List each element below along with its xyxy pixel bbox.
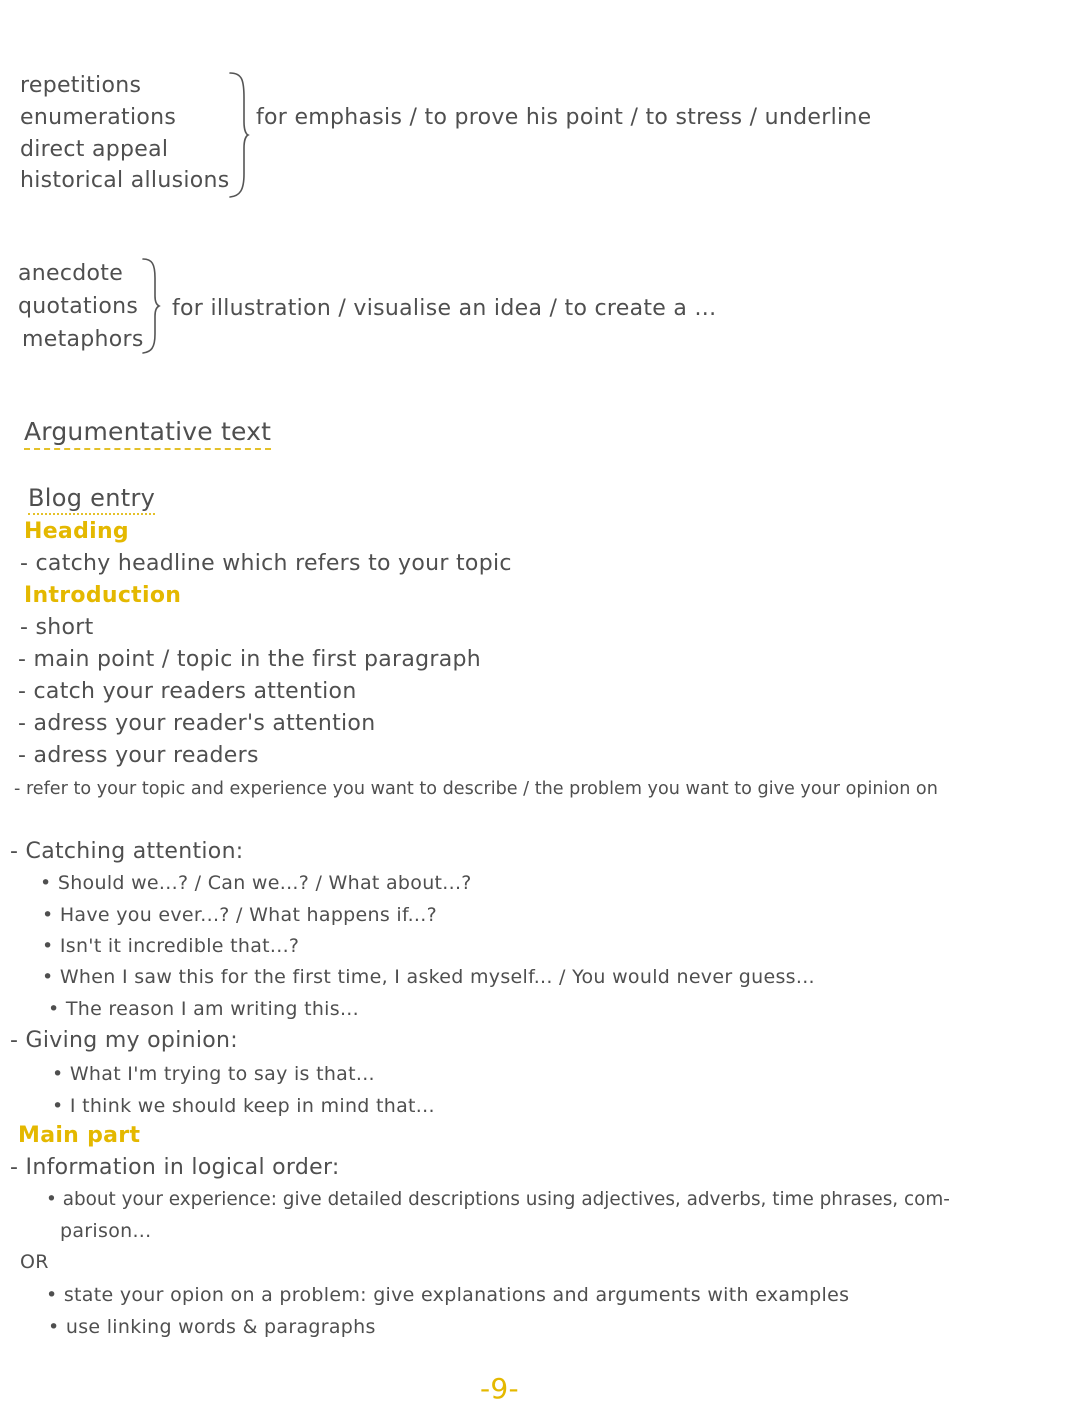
catching-attention-label: - Catching attention: — [10, 839, 244, 864]
devices-group-1-purpose: for emphasis / to prove his point / to stress / underline — [256, 105, 872, 130]
blog-entry-title: Blog entry — [28, 484, 155, 515]
catching-attention-item: • When I saw this for the first time, I asked myself... / You would never guess... — [42, 966, 815, 988]
page-number: -9- — [480, 1372, 519, 1405]
device-repetitions: repetitions — [20, 73, 142, 98]
devices-group-2-purpose: for illustration / visualise an idea / to create a ... — [172, 296, 717, 321]
intro-line: - short — [20, 615, 94, 640]
giving-opinion-item: • I think we should keep in mind that... — [52, 1095, 435, 1117]
device-anecdote: anecdote — [18, 261, 124, 286]
catching-attention-item: • The reason I am writing this... — [48, 998, 359, 1020]
main-part-line: • state your opion on a problem: give explanations and arguments with examples — [46, 1284, 850, 1306]
main-part-or: OR — [20, 1251, 49, 1273]
intro-line: - main point / topic in the first paragraph — [18, 647, 482, 672]
device-historical-allusions: historical allusions — [20, 168, 230, 193]
intro-line: - adress your reader's attention — [18, 711, 376, 736]
giving-opinion-item: • What I'm trying to say is that... — [52, 1063, 375, 1085]
heading-line: - catchy headline which refers to your topic — [20, 551, 512, 576]
intro-line: - refer to your topic and experience you want to describe / the problem you want to give your opinion on — [14, 779, 938, 799]
device-enumerations: enumerations — [20, 105, 177, 130]
main-part-line: parison... — [60, 1220, 152, 1242]
device-metaphors: metaphors — [22, 327, 144, 352]
main-part-line: • use linking words & paragraphs — [48, 1316, 376, 1338]
catching-attention-item: • Isn't it incredible that...? — [42, 935, 300, 957]
main-part-line: - Information in logical order: — [10, 1155, 340, 1180]
main-part-line: • about your experience: give detailed descriptions using adjectives, adverbs, time phrases, com- — [46, 1189, 950, 1210]
device-direct-appeal: direct appeal — [20, 137, 169, 162]
giving-opinion-label: - Giving my opinion: — [10, 1028, 238, 1053]
brace-icon — [140, 256, 162, 356]
catching-attention-item: • Should we...? / Can we...? / What about...? — [40, 872, 472, 894]
intro-line: - adress your readers — [18, 743, 259, 768]
main-part-label: Main part — [18, 1123, 141, 1148]
section-title: Argumentative text — [24, 418, 271, 450]
intro-line: - catch your readers attention — [18, 679, 357, 704]
introduction-label: Introduction — [24, 583, 182, 608]
heading-label: Heading — [24, 519, 129, 544]
brace-icon — [226, 70, 250, 200]
catching-attention-item: • Have you ever...? / What happens if...? — [42, 904, 437, 926]
device-quotations: quotations — [18, 294, 139, 319]
